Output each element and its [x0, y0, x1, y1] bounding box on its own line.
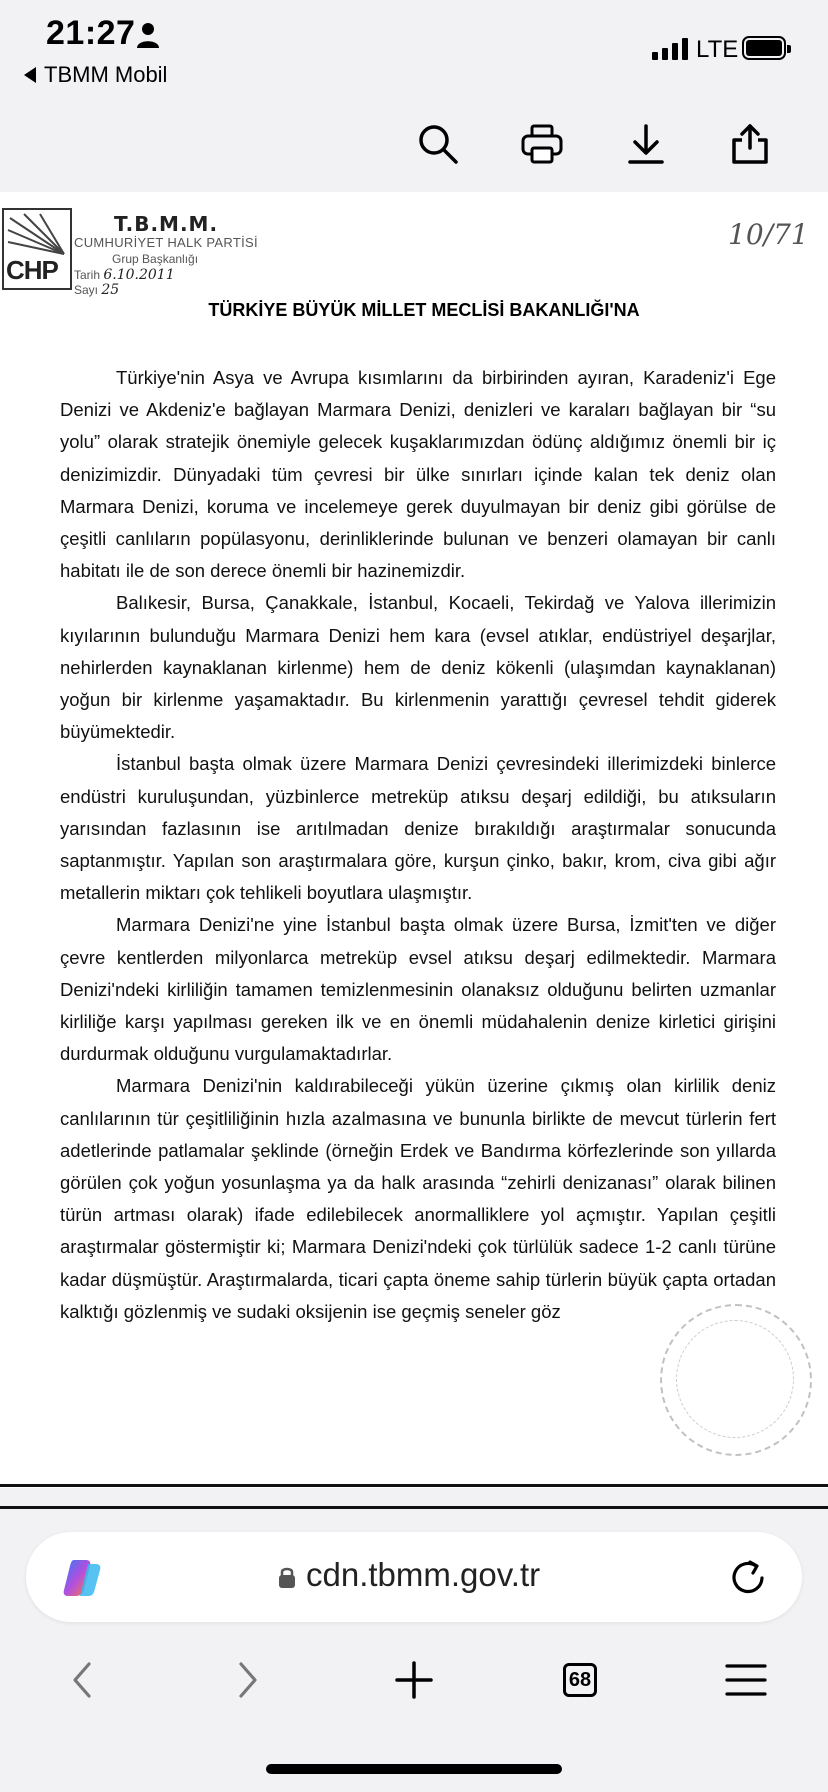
person-icon [136, 22, 160, 48]
menu-button[interactable] [718, 1652, 774, 1708]
print-button[interactable] [516, 118, 568, 170]
battery-icon [742, 36, 786, 60]
new-tab-button[interactable] [386, 1652, 442, 1708]
hamburger-menu-icon [725, 1663, 767, 1697]
back-to-app-link[interactable] [24, 62, 167, 88]
address-bar[interactable] [26, 1532, 802, 1622]
tab-count: 68 [563, 1663, 597, 1697]
search-button[interactable] [412, 118, 464, 170]
chevron-left-icon [67, 1660, 97, 1700]
paragraph: Marmara Denizi'nin kaldırabileceği yükün üzerine çıkmış olan kirlilik deniz canlılarının tür çeşitliliğinin hızla azalmasına ve bununla birlikte de mevcut türlerin fert adetlerinde patlamalar şeklinde (örneğin Erdek ve Bandırma körfezlerinde son yıllarda görülen çok yoğun yosunlaşma ya da halk arasında “zehirli denizanası” olarak bilinen türün artması olarak) ifade edilebilecek anormalliklere yol açmıştır. Yapılan çeşitli araştırmalar göstermiştir ki; Marmara Denizi'ndeki çok türlülük sadece 1-2 canlı türüne kadar düşmüştür. Araştırmalarda, ticari çapta öneme sahip türlerin büyük çapta ortadan kalktığı gözlenmiş ve sudaki oksijenin ise geçmiş seneler göz [60, 1075, 776, 1322]
stamp-number-label: Sayı [74, 283, 99, 297]
paragraph: İstanbul başta olmak üzere Marmara Denizi çevresindeki illerimizdeki binlerce endüstri kuruluşundan, yüzbinlerce metreküp atıksu deşarj edildiği, bu atıksuların yarısından fazlasının ise arıtılmadan denize bırakıldığı araştırmalar sonucunda saptanmıştır. Yapılan son araştırmalara göre, kurşun çinko, bakır, krom, civa gibi ağır metallerin miktarı çok tehlikeli boyutlara ulaşmıştır. [60, 753, 776, 904]
stamp-tbmm: T.B.M.M. [114, 212, 219, 236]
back-triangle-icon [24, 67, 36, 83]
official-seal [660, 1304, 812, 1456]
share-icon [728, 122, 772, 166]
page-divider [0, 1484, 828, 1487]
back-button[interactable] [54, 1652, 110, 1708]
network-type: LTE [696, 36, 739, 63]
party-logo-rays-icon [4, 210, 70, 260]
download-button[interactable] [620, 118, 672, 170]
back-app-label: TBMM Mobil [44, 62, 168, 87]
reload-icon[interactable] [726, 1556, 770, 1600]
paragraph: Balıkesir, Bursa, Çanakkale, İstanbul, Kocaeli, Tekirdağ ve Yalova illerimizin kıyılarının bulunduğu Marmara Denizi hem kara (evsel atıklar, endüstriyel deşarjlar, nehirlerden kaynaklanan kirlenme) hem de deniz kökenli (ulaşımdan kaynaklanan) yoğun bir kirlenme yaşamaktadır. Bu kirlenmenin yarattığı çevresel tehdit giderek büyümektedir. [60, 592, 776, 743]
forward-button[interactable] [220, 1652, 276, 1708]
download-icon [624, 122, 668, 166]
paragraph: Türkiye'nin Asya ve Avrupa kısımlarını da birbirinden ayıran, Karadeniz'i Ege Denizi ve Akdeniz'e bağlayan Marmara Denizi, denizleri ve karaları bağlayan bir “su yolu” olarak stratejik önemiyle gelecek kuşaklarımızdan ödünç aldığımız önemli bir iç denizimizdir. Dünyadaki tüm çevresi bir ülke sınırları içinde kalan tek deniz olan Marmara Denizi, koruma ve incelemeye gerek duyulmayan bir deniz gibi görülse de çeşitli canlıların popülasyonu, derinliklerinde bulunan ve benzeri olamayan bir canlı habitatı ile de son derece önemli bir hazinemizdir. [60, 367, 776, 582]
lock-icon [278, 1566, 296, 1588]
document-body [60, 362, 776, 1328]
status-bar [0, 0, 828, 100]
chevron-right-icon [233, 1660, 263, 1700]
stamp-number [74, 282, 119, 298]
plus-icon [394, 1660, 434, 1700]
logo-text: CHP [6, 255, 58, 285]
tabs-button[interactable] [552, 1652, 608, 1708]
handwritten-page-number: 10/71 [728, 218, 809, 251]
status-time: 21:27 [46, 14, 136, 52]
stamp-date-label: Tarih [74, 268, 101, 282]
home-indicator[interactable] [266, 1764, 562, 1774]
cellular-signal-icon [652, 36, 688, 60]
page-bottom-divider [0, 1506, 828, 1509]
stamp-party-name: CUMHURİYET HALK PARTİSİ [74, 235, 258, 250]
stamp-group: Grup Başkanlığı [112, 252, 199, 266]
copilot-icon[interactable] [60, 1556, 104, 1600]
url-text: cdn.tbmm.gov.tr [306, 1556, 541, 1593]
stamp-date [74, 267, 175, 283]
paragraph: Marmara Denizi'ne yine İstanbul başta olmak üzere Bursa, İzmit'ten ve diğer çevre kentlerden milyonlarca metreküp evsel atıksu deşarj edilmektedir. Marmara Denizi'ndeki kirliliğin tamamen temizlenmesinin olanaksız olduğunu belirten uzmanlar kirliliğe karşı yapılması gereken ilk ve en önemli müdahalenin denize kirletici girişini durdurmak olduğunu vurgulamaktadırlar. [60, 914, 776, 1065]
document-title: TÜRKİYE BÜYÜK MİLLET MECLİSİ BAKANLIĞI'NA [208, 300, 640, 320]
search-icon [416, 122, 460, 166]
stamp-number-value: 25 [101, 282, 120, 298]
share-button[interactable] [724, 118, 776, 170]
party-logo [2, 208, 72, 290]
stamp-date-value: 6.10.2011 [103, 267, 175, 283]
pdf-document[interactable] [0, 192, 828, 1488]
print-icon [520, 122, 564, 166]
